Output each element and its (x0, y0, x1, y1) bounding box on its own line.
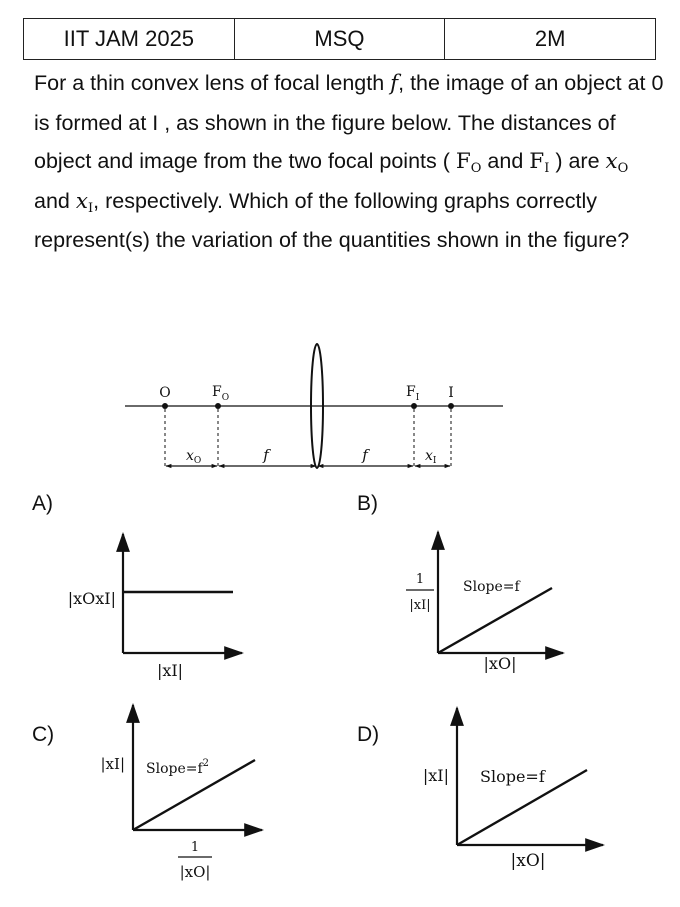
exam-name: IIT JAM 2025 (24, 19, 235, 60)
question-type: MSQ (234, 19, 445, 60)
marks: 2M (445, 19, 656, 60)
graph-c-slope-text: Slope=f (146, 761, 203, 777)
label-dim-xo-sub: O (193, 456, 202, 466)
label-fi-sub: I (415, 393, 420, 403)
focal-length-symbol: f (390, 71, 399, 96)
label-i: I (448, 385, 454, 401)
option-b-label[interactable]: B) (357, 492, 378, 515)
label-fo (212, 384, 229, 403)
graph-c-y-label: |xI| (100, 755, 125, 773)
graph-a-x-label: |xI| (156, 661, 184, 680)
graph-c-slope-label (146, 758, 209, 777)
focal-point-object-letter: F (455, 149, 471, 174)
graph-a (68, 534, 242, 680)
label-dim-f1: f (263, 446, 269, 464)
label-dim-xo-letter: x (186, 448, 194, 464)
graph-b (406, 532, 563, 673)
focal-point-image-sub: I (544, 161, 550, 176)
label-o: O (159, 385, 171, 401)
graph-b-y-label-den: |xI| (409, 598, 431, 613)
label-fi-letter: F (406, 384, 416, 400)
option-d-label[interactable]: D) (357, 723, 380, 746)
question-text-part3: ) are (549, 149, 606, 173)
image-distance-sub: I (88, 200, 94, 216)
question-and-2: and (34, 188, 76, 213)
graph-a-y-label: |xOxI| (67, 589, 116, 608)
question-text-part4: , respectively. Which of the following graphs correctly represent(s) the variation of the quantities shown in the figure? (34, 188, 630, 252)
object-point (162, 403, 168, 409)
graph-d-y-label: |xI| (422, 766, 449, 785)
image-distance-x: x (75, 188, 88, 214)
focal-point-image-letter: F (529, 149, 545, 174)
option-c-label[interactable]: C) (32, 723, 55, 746)
graph-d (423, 708, 603, 871)
graph-c-x-label-den: |xO| (179, 863, 211, 881)
lens-diagram (125, 344, 503, 468)
question-and-1: and (481, 149, 530, 173)
focal-point-fo (215, 403, 221, 409)
label-fi (406, 384, 420, 403)
graph-b-slope-label: Slope=f (463, 579, 520, 595)
focal-point-fi (411, 403, 417, 409)
label-dim-xo (186, 448, 201, 466)
graph-c-slope-exp: 2 (202, 758, 210, 769)
graph-c-x-label-num: 1 (190, 840, 200, 855)
question-text-part1: For a thin convex lens of focal length (34, 71, 391, 95)
label-dim-xi-letter: x (425, 448, 433, 464)
object-distance-x: x (605, 149, 618, 174)
label-fo-sub: O (221, 393, 230, 403)
image-point (448, 403, 454, 409)
label-fo-letter: F (212, 384, 222, 400)
question-text-part2: , the image of an object at 0 is formed at I , as shown in the figure below. The distances of object and image from the two focal points ( (34, 71, 664, 173)
graph-c (101, 705, 263, 881)
object-distance-sub: O (617, 161, 629, 176)
graph-d-x-label: |xO| (510, 851, 546, 871)
label-dim-xi-sub: I (432, 456, 437, 466)
label-dim-f2: f (362, 446, 368, 464)
graph-d-slope-label: Slope=f (480, 767, 545, 786)
label-dim-xi (425, 448, 437, 466)
graph-b-x-label: |xO| (483, 654, 517, 673)
graph-b-y-label-num: 1 (415, 572, 425, 587)
option-a-label[interactable]: A) (32, 492, 53, 515)
focal-point-object-sub: O (470, 161, 482, 176)
graph-b-line (438, 588, 552, 653)
